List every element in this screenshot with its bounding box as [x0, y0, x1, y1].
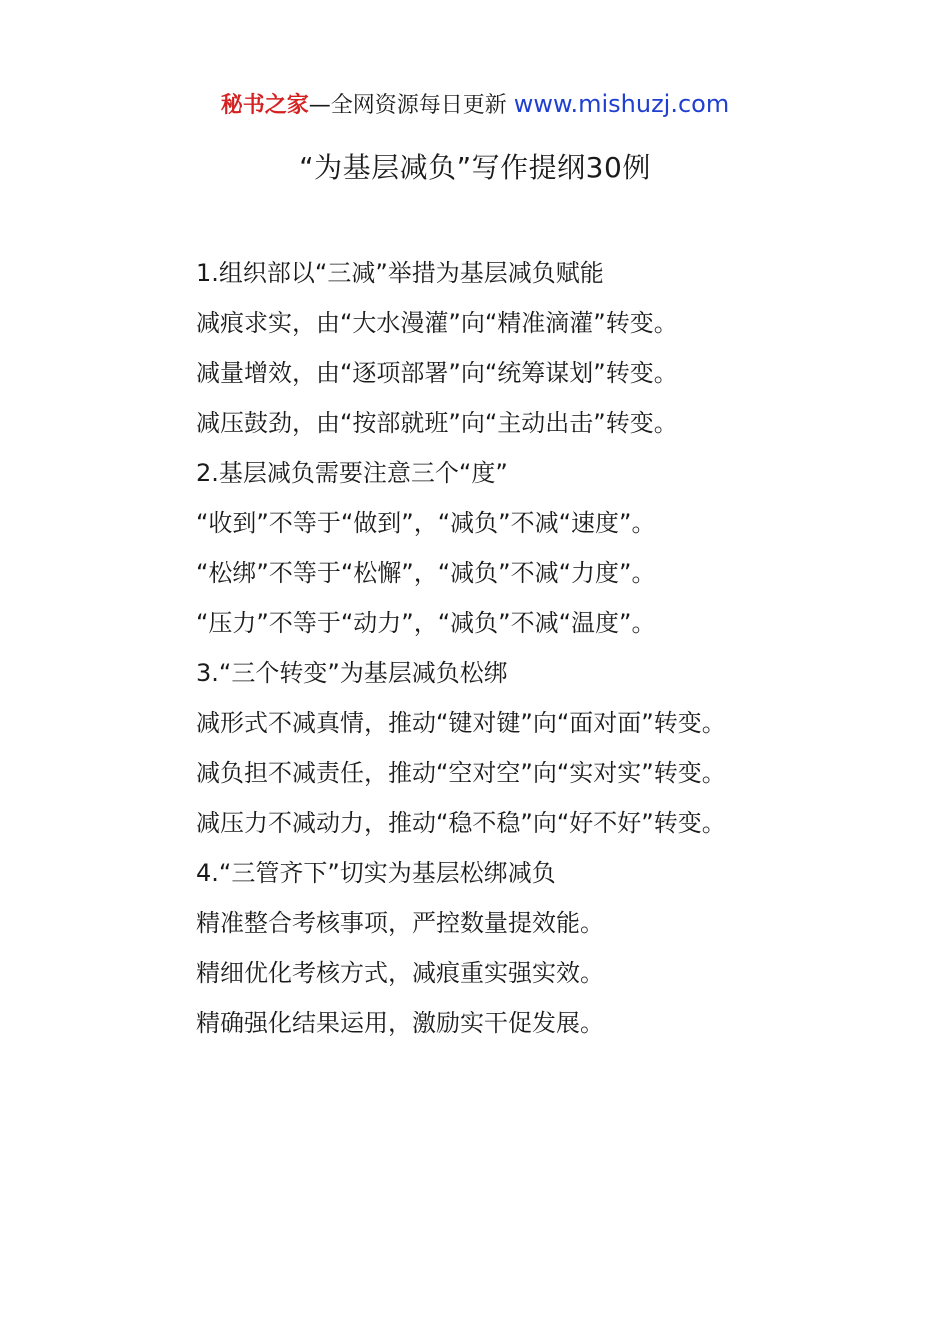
- section-1-item-2: 减量增效，由“逐项部署”向“统筹谋划”转变。: [196, 359, 678, 387]
- section-1-item-3: 减压鼓劲，由“按部就班”向“主动出击”转变。: [196, 409, 678, 437]
- document-body: [144, 248, 808, 1048]
- section-2-item-2: “松绑”不等于“松懈”，“减负”不减“力度”。: [196, 559, 656, 587]
- site-brand: 秘书之家: [220, 93, 309, 118]
- section-4-item-2: 精细优化考核方式，减痕重实强实效。: [196, 959, 604, 987]
- section-1-item-1: 减痕求实，由“大水漫灌”向“精准滴灌”转变。: [196, 309, 678, 337]
- site-url-link[interactable]: www.mishuzj.com: [513, 90, 730, 118]
- site-header: [0, 88, 950, 122]
- section-3-item-3: 减压力不减动力，推动“稳不稳”向“好不好”转变。: [196, 809, 726, 837]
- site-tagline: —全网资源每日更新: [308, 93, 514, 118]
- section-1-heading: 1.组织部以“三减”举措为基层减负赋能: [196, 259, 604, 287]
- section-4-heading: 4.“三管齐下”切实为基层松绑减负: [196, 859, 556, 887]
- section-2-item-3: “压力”不等于“动力”，“减负”不减“温度”。: [196, 609, 656, 637]
- section-3-item-2: 减负担不减责任，推动“空对空”向“实对实”转变。: [196, 759, 726, 787]
- section-3-item-1: 减形式不减真情，推动“键对键”向“面对面”转变。: [196, 709, 726, 737]
- section-2-item-1: “收到”不等于“做到”，“减负”不减“速度”。: [196, 509, 656, 537]
- section-4-item-3: 精确强化结果运用，激励实干促发展。: [196, 1009, 604, 1037]
- section-2-heading: 2.基层减负需要注意三个“度”: [196, 459, 508, 487]
- section-3-heading: 3.“三个转变”为基层减负松绑: [196, 659, 508, 687]
- document-title: “为基层减负”写作提纲30例: [299, 151, 651, 184]
- section-4-item-1: 精准整合考核事项，严控数量提效能。: [196, 909, 604, 937]
